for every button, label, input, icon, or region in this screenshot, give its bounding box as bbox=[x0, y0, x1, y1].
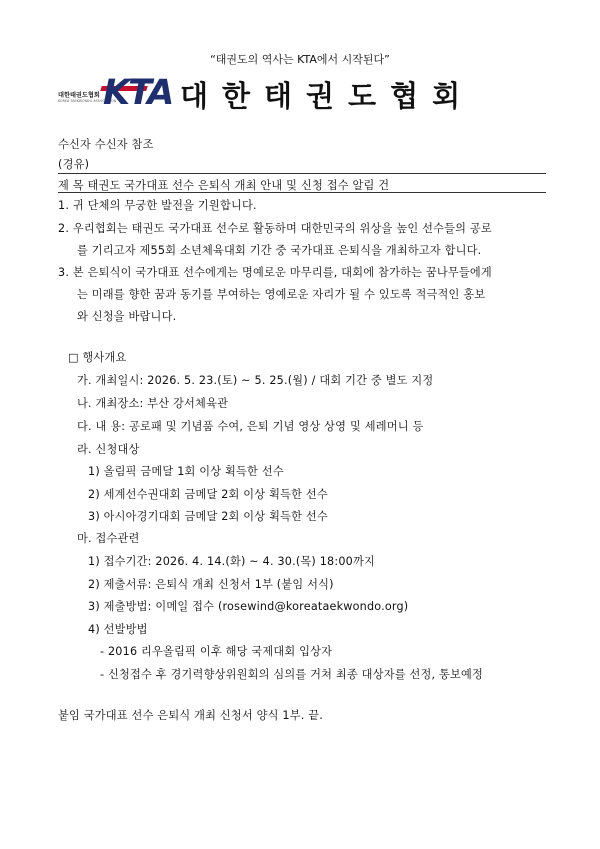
reception-title: 마. 접수관련 bbox=[77, 532, 140, 545]
subject-top-rule bbox=[58, 173, 546, 174]
paragraph-3-line-3: 와 신청을 바랍니다. bbox=[77, 310, 177, 323]
paragraph-1: 1. 귀 단체의 무궁한 발전을 기원합니다. bbox=[58, 199, 257, 212]
kta-logo: KTA bbox=[103, 73, 173, 113]
paragraph-2-line-2: 를 기리고자 제55회 소년체육대회 기간 중 국가대표 은퇴식을 개최하고자 합니다. bbox=[77, 244, 482, 257]
event-content: 다. 내 용: 공로패 및 기념품 수여, 은퇴 기념 영상 상영 및 세레머니 등 bbox=[77, 420, 424, 433]
org-name: 대한태권도협회 bbox=[180, 79, 475, 113]
reception-item-2: 2) 제출서류: 은퇴식 개최 신청서 1부 (붙임 서식) bbox=[88, 578, 334, 591]
paragraph-3-line-2: 는 미래를 향한 꿈과 동기를 부여하는 영예로운 자리가 될 수 있도록 적극적인 홍보 bbox=[77, 288, 486, 301]
recipient: 수신자 수신자 참조 bbox=[58, 138, 154, 151]
target-title: 라. 신청대상 bbox=[77, 443, 140, 456]
reception-item-1: 1) 접수기간: 2026. 4. 14.(화) ~ 4. 30.(목) 18:00까지 bbox=[88, 555, 375, 568]
slogan: “태권도의 역사는 KTA에서 시작된다” bbox=[210, 53, 390, 66]
attachment: 붙임 국가대표 선수 은퇴식 개최 신청서 양식 1부. 끝. bbox=[58, 709, 324, 722]
target-item-2: 2) 세계선수권대회 금메달 2회 이상 획득한 선수 bbox=[88, 488, 328, 501]
selection-criterion-2: - 신청접수 후 경기력향상위원회의 심의를 거쳐 최종 대상자를 선정, 통보예정 bbox=[100, 668, 484, 681]
logo-small-text: 대한태권도협회 bbox=[58, 92, 100, 99]
paragraph-2-line-1: 2. 우리협회는 태권도 국가대표 선수로 활동하며 대한민국의 위상을 높인 선수들의 공로 bbox=[58, 222, 492, 235]
logo-tiny-text: KOREA TAEKWONDO ASSOCIATION bbox=[58, 99, 117, 103]
subject-bottom-rule bbox=[58, 192, 546, 193]
event-section-title: □ 행사개요 bbox=[68, 351, 127, 364]
target-item-3: 3) 아시아경기대회 금메달 2회 이상 획득한 선수 bbox=[88, 510, 328, 523]
selection-criterion-1: - 2016 리우올림픽 이후 해당 국제대회 입상자 bbox=[100, 645, 333, 658]
reception-item-4: 4) 선발방법 bbox=[88, 623, 148, 636]
via: (경유) bbox=[58, 158, 90, 171]
event-place: 나. 개최장소: 부산 강서체육관 bbox=[77, 397, 229, 410]
paragraph-3-line-1: 3. 본 은퇴식이 국가대표 선수에게는 명예로운 마무리를, 대회에 참가하는 꿈나무들에게 bbox=[58, 266, 492, 279]
target-item-1: 1) 올림픽 금메달 1회 이상 획득한 선수 bbox=[88, 465, 284, 478]
subject: 제 목 태권도 국가대표 선수 은퇴식 개최 안내 및 신청 접수 알림 건 bbox=[58, 179, 390, 192]
reception-item-3: 3) 제출방법: 이메일 접수 (rosewind@koreataekwondo.org) bbox=[88, 600, 409, 613]
event-date: 가. 개최일시: 2026. 5. 23.(토) ~ 5. 25.(월) / 대회 기간 중 별도 지정 bbox=[77, 374, 434, 387]
